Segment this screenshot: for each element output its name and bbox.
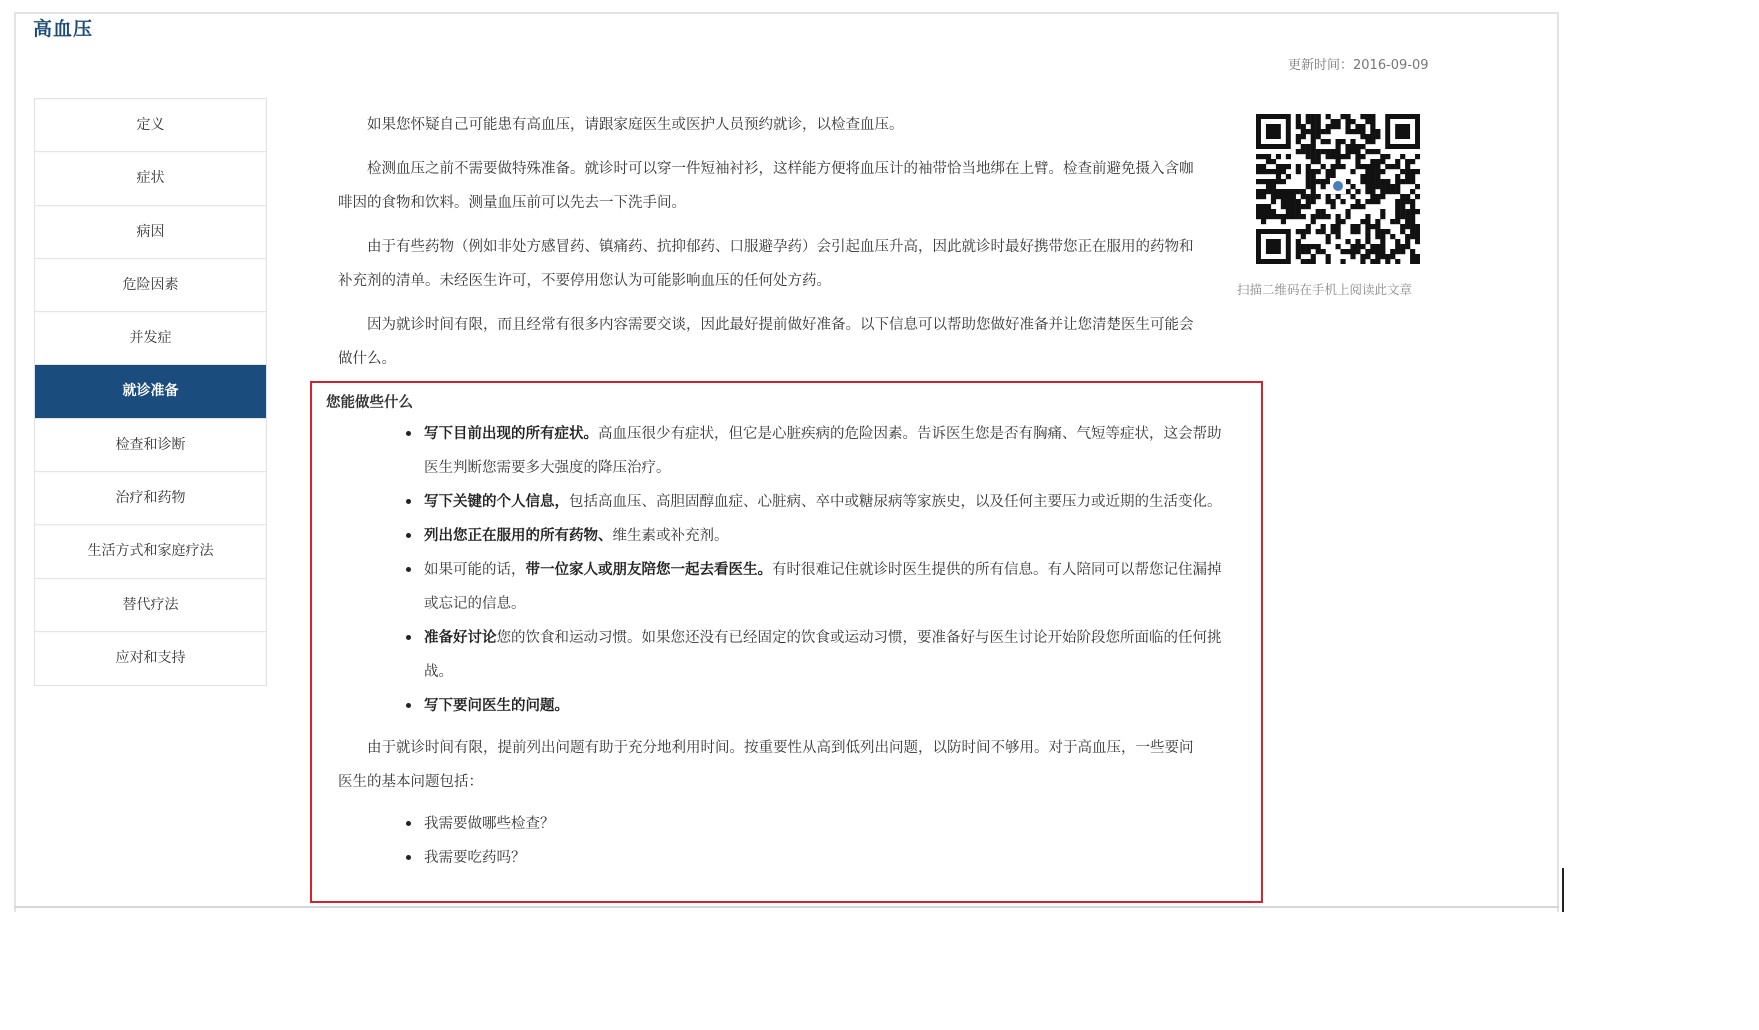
sidebar-item-complications[interactable]: 并发症 — [35, 312, 266, 365]
sidebar-item-symptoms[interactable]: 症状 — [35, 152, 266, 205]
page-title: 高血压 — [33, 18, 94, 40]
list-item — [424, 485, 1224, 519]
item-text: 包括高血压、高胆固醇血症、心脏病、卒中或糖尿病等家族史，以及任何主要压力或近期的生活变化。 — [569, 494, 1222, 510]
sidebar-item-causes[interactable]: 病因 — [35, 206, 266, 259]
list-item — [424, 689, 1224, 723]
qr-code-icon — [1256, 114, 1420, 264]
list-item — [424, 553, 1224, 621]
item-emphasis: 写下要问医生的问题。 — [424, 698, 569, 714]
item-text: 有时很难记住就诊时医生提供的所有信息。有人陪同可以帮您记住漏掉或忘记的信息。 — [424, 562, 1222, 612]
sidebar-nav — [34, 98, 267, 686]
checklist — [326, 417, 1222, 723]
item-text: 维生素或补充剂。 — [612, 528, 729, 544]
frame-bottom-border — [14, 906, 1559, 908]
list-item — [424, 417, 1224, 485]
sidebar-item-tests-diagnosis[interactable]: 检查和诊断 — [35, 419, 266, 472]
qr-code-graphic — [1256, 114, 1420, 264]
item-emphasis: 写下关键的个人信息， — [424, 494, 569, 510]
sidebar-item-lifestyle-home[interactable]: 生活方式和家庭疗法 — [35, 525, 266, 578]
qr-caption: 扫描二维码在手机上阅读此文章 — [1237, 282, 1413, 297]
sidebar-item-coping-support[interactable]: 应对和支持 — [35, 632, 266, 685]
item-emphasis: 准备好讨论 — [424, 630, 497, 646]
list-item — [424, 519, 1224, 553]
item-emphasis: 带一位家人或朋友陪您一起去看医生。 — [525, 562, 772, 578]
sidebar-item-alternative[interactable]: 替代疗法 — [35, 579, 266, 632]
highlight-box — [310, 381, 1263, 903]
item-emphasis: 写下目前出现的所有症状。 — [424, 426, 598, 442]
article-paragraph: 如果您怀疑自己可能患有高血压，请跟家庭医生或医护人员预约就诊，以检查血压。 — [367, 117, 904, 133]
item-text: 高血压很少有症状，但它是心脏疾病的危险因素。告诉医生您是否有胸痛、气短等症状，这会帮助医生判断您需要多大强度的降压治疗。 — [424, 426, 1222, 476]
item-text: 您的饮食和运动习惯。如果您还没有已经固定的饮食或运动习惯，要准备好与医生讨论开始阶段您所面临的任何挑战。 — [424, 630, 1222, 680]
article-content — [338, 108, 1198, 386]
questions-intro: 由于就诊时间有限，提前列出问题有助于充分地利用时间。按重要性从高到低列出问题，以防时间不够用。对于高血压，一些要问医生的基本问题包括： — [338, 740, 1194, 790]
item-prefix: 如果可能的话， — [424, 562, 526, 578]
list-item — [424, 621, 1224, 689]
article-paragraph: 检测血压之前不需要做特殊准备。就诊时可以穿一件短袖衬衫，这样能方便将血压计的袖带恰当地绑在上臂。检查前避免摄入含咖啡因的食物和饮料。测量血压前可以先去一下洗手间。 — [338, 161, 1194, 211]
sidebar-item-risk-factors[interactable]: 危险因素 — [35, 259, 266, 312]
section-heading: 您能做些什么 — [326, 395, 413, 411]
question-item: 我需要做哪些检查？ — [424, 807, 1224, 841]
update-time: 更新时间：2016-09-09 — [1288, 58, 1429, 73]
sidebar-item-treatment-drugs[interactable]: 治疗和药物 — [35, 472, 266, 525]
edge-mark — [1562, 868, 1564, 912]
sidebar-item-appointment-prep[interactable]: 就诊准备 — [35, 365, 266, 418]
sidebar-item-definition[interactable]: 定义 — [35, 99, 266, 152]
question-list — [326, 807, 1216, 875]
article-paragraph: 由于有些药物（例如非处方感冒药、镇痛药、抗抑郁药、口服避孕药）会引起血压升高，因此就诊时最好携带您正在服用的药物和补充剂的清单。未经医生许可，不要停用您认为可能影响血压的任何处方药。 — [338, 239, 1194, 289]
highlight-box-content — [326, 389, 1222, 875]
question-item: 我需要吃药吗？ — [424, 841, 1224, 875]
item-emphasis: 列出您正在服用的所有药物、 — [424, 528, 613, 544]
article-paragraph: 因为就诊时间有限，而且经常有很多内容需要交谈，因此最好提前做好准备。以下信息可以帮助您做好准备并让您清楚医生可能会做什么。 — [338, 317, 1194, 367]
